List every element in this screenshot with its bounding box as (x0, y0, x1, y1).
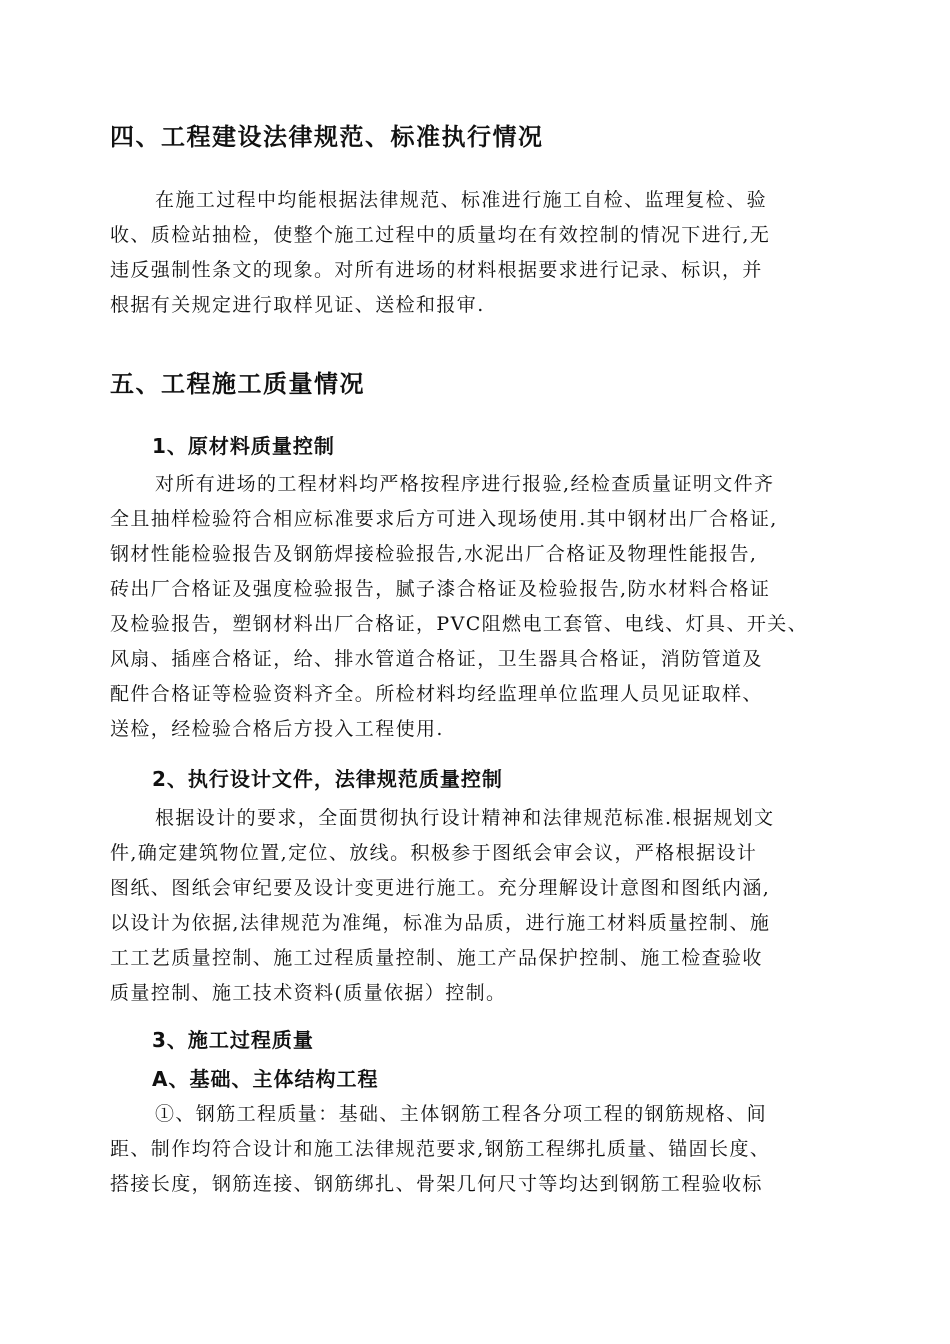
paragraph-line: 风扇、插座合格证，给、排水管道合格证，卫生器具合格证，消防管道及 (110, 648, 763, 670)
paragraph-line: 对所有进场的工程材料均严格按程序进行报验,经检查质量证明文件齐 (155, 473, 775, 495)
paragraph-line: 配件合格证等检验资料齐全。所检材料均经监理单位监理人员见证取样、 (110, 683, 763, 705)
paragraph-line: 送检，经检验合格后方投入工程使用. (110, 718, 444, 740)
paragraph-line: 件,确定建筑物位置,定位、放线。积极参于图纸会审会议，严格根据设计 (110, 842, 758, 864)
paragraph-line: 砖出厂合格证及强度检验报告，腻子漆合格证及检验报告,防水材料合格证 (110, 578, 771, 600)
paragraph-line: 搭接长度，钢筋连接、钢筋绑扎、骨架几何尺寸等均达到钢筋工程验收标 (110, 1173, 763, 1195)
paragraph-line: 在施工过程中均能根据法律规范、标准进行施工自检、监理复检、验 (155, 189, 768, 211)
subsection-3-heading: 3、施工过程质量 (152, 1028, 314, 1052)
paragraph-line: ①、钢筋工程质量：基础、主体钢筋工程各分项工程的钢筋规格、间 (155, 1103, 768, 1125)
paragraph-line: 图纸、图纸会审纪要及设计变更进行施工。充分理解设计意图和图纸内涵, (110, 877, 771, 899)
paragraph-line: 违反强制性条文的现象。对所有进场的材料根据要求进行记录、标识，并 (110, 259, 763, 281)
subsection-3a-heading: A、基础、主体结构工程 (152, 1067, 379, 1091)
paragraph-line: 以设计为依据,法律规范为准绳，标准为品质，进行施工材料质量控制、施 (110, 912, 771, 934)
paragraph-line: 收、质检站抽检，使整个施工过程中的质量均在有效控制的情况下进行,无 (110, 224, 771, 246)
paragraph-line: 及检验报告，塑钢材料出厂合格证，PVC阻燃电工套管、电线、灯具、开关、 (110, 613, 809, 635)
section-5-heading: 五、工程施工质量情况 (110, 370, 365, 398)
subsection-1-heading: 1、原材料质量控制 (152, 434, 335, 458)
subsection-1-paragraph (110, 467, 850, 747)
paragraph-line: 距、制作均符合设计和施工法律规范要求,钢筋工程绑扎质量、锚固长度、 (110, 1138, 771, 1160)
subsection-2-paragraph (110, 801, 850, 1011)
subsection-2-heading: 2、执行设计文件，法律规范质量控制 (152, 767, 503, 791)
section-4-paragraph (110, 183, 850, 323)
subsection-3a-paragraph (110, 1097, 850, 1202)
section-4-heading: 四、工程建设法律规范、标准执行情况 (110, 123, 544, 151)
paragraph-line: 根据设计的要求，全面贯彻执行设计精神和法律规范标准.根据规划文 (155, 807, 775, 829)
paragraph-line: 全且抽样检验符合相应标准要求后方可进入现场使用.其中钢材出厂合格证, (110, 508, 778, 530)
paragraph-line: 钢材性能检验报告及钢筋焊接检验报告,水泥出厂合格证及物理性能报告, (110, 543, 758, 565)
paragraph-line: 质量控制、施工技术资料(质量依据）控制。 (110, 982, 507, 1004)
paragraph-line: 工工艺质量控制、施工过程质量控制、施工产品保护控制、施工检查验收 (110, 947, 763, 969)
paragraph-line: 根据有关规定进行取样见证、送检和报审. (110, 294, 485, 316)
